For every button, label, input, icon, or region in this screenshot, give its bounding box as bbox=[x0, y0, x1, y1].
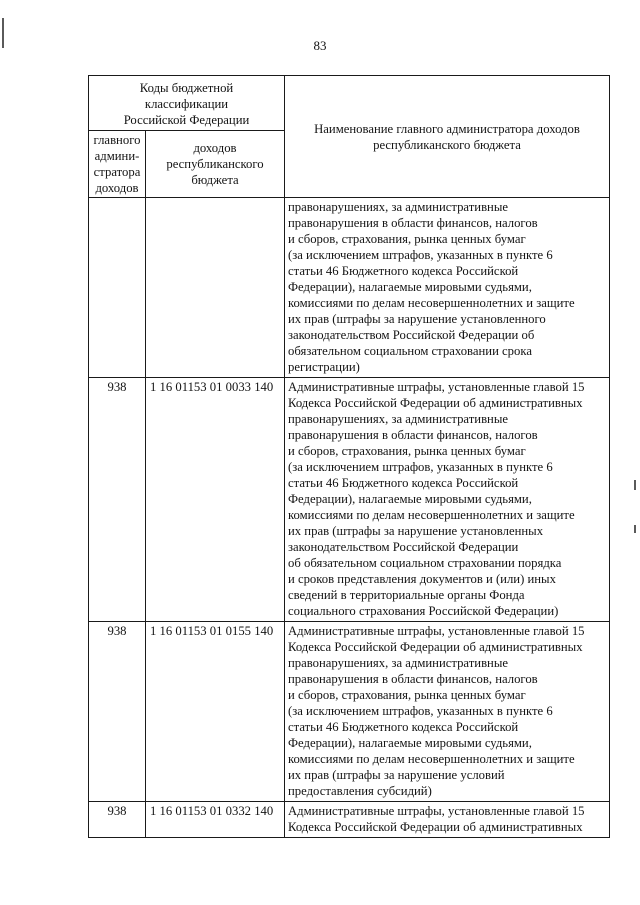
revenue-code-cell bbox=[146, 198, 285, 378]
header-line: Российской Федерации bbox=[123, 113, 250, 127]
name-line: Федерации), налагаемые мировыми судьями, bbox=[288, 280, 532, 294]
name-line: Административные штрафы, установленные главой 15 bbox=[288, 380, 585, 394]
name-line: социального страхования Российской Федерации) bbox=[288, 604, 559, 618]
name-line: обязательном социальном страховании срока bbox=[288, 344, 532, 358]
name-line: регистрации) bbox=[288, 360, 360, 374]
table-row bbox=[89, 198, 610, 378]
name-line: (за исключением штрафов, указанных в пункте 6 bbox=[288, 460, 553, 474]
header-line: главного bbox=[93, 133, 141, 147]
name-line: Административные штрафы, установленные главой 15 bbox=[288, 804, 585, 818]
name-line: Федерации), налагаемые мировыми судьями, bbox=[288, 492, 532, 506]
name-cell bbox=[285, 198, 610, 378]
name-line: законодательством Российской Федерации об bbox=[288, 328, 535, 342]
header-line: стратора bbox=[93, 165, 141, 179]
name-line: Кодекса Российской Федерации об административных bbox=[288, 396, 583, 410]
header-line: админи- bbox=[94, 149, 140, 163]
scan-edge-mark bbox=[634, 525, 636, 533]
page-number: 83 bbox=[313, 38, 327, 53]
header-line: республиканского bbox=[166, 157, 264, 171]
name-line: Кодекса Российской Федерации об административных bbox=[288, 820, 583, 834]
name-line: правонарушениях, за административные bbox=[288, 200, 509, 214]
codes-group-header bbox=[89, 76, 285, 131]
name-line: статьи 46 Бюджетного кодекса Российской bbox=[288, 720, 519, 734]
name-cell bbox=[285, 622, 610, 802]
name-line: их прав (штрафы за нарушение установленного bbox=[288, 312, 546, 326]
budget-classification-table bbox=[88, 75, 610, 838]
name-line: законодательством Российской Федерации bbox=[288, 540, 519, 554]
name-line: и сроков представления документов и (или) иных bbox=[288, 572, 556, 586]
name-line: их прав (штрафы за нарушение условий bbox=[288, 768, 505, 782]
name-line: комиссиями по делам несовершеннолетних и защите bbox=[288, 508, 575, 522]
table-row bbox=[89, 622, 610, 802]
name-line: правонарушения в области финансов, налогов bbox=[288, 672, 538, 686]
header-line: республиканского бюджета bbox=[373, 137, 521, 152]
admin-code-cell bbox=[89, 198, 146, 378]
revenue-code-cell: 1 16 01153 01 0033 140 bbox=[146, 378, 285, 622]
name-line: сведений в территориальные органы Фонда bbox=[288, 588, 525, 602]
admin-code-cell: 938 bbox=[89, 378, 146, 622]
name-line: правонарушениях, за административные bbox=[288, 412, 509, 426]
name-line: их прав (штрафы за нарушение установленных bbox=[288, 524, 544, 538]
header-row-top bbox=[89, 76, 610, 131]
name-line: комиссиями по делам несовершеннолетних и защите bbox=[288, 296, 575, 310]
header-line: Коды бюджетной bbox=[139, 81, 234, 95]
name-line: правонарушения в области финансов, налогов bbox=[288, 216, 538, 230]
name-line: (за исключением штрафов, указанных в пункте 6 bbox=[288, 704, 553, 718]
name-line: комиссиями по делам несовершеннолетних и защите bbox=[288, 752, 575, 766]
name-line: Административные штрафы, установленные главой 15 bbox=[288, 624, 585, 638]
name-line: предоставления субсидий) bbox=[288, 784, 432, 798]
header-line: доходов bbox=[95, 181, 139, 195]
revenue-code-cell: 1 16 01153 01 0332 140 bbox=[146, 802, 285, 838]
name-line: Федерации), налагаемые мировыми судьями, bbox=[288, 736, 532, 750]
name-line: и сборов, страхования, рынка ценных бумаг bbox=[288, 232, 526, 246]
table-row bbox=[89, 378, 610, 622]
name-line: статьи 46 Бюджетного кодекса Российской bbox=[288, 264, 519, 278]
header-line: Наименование главного администратора доходов bbox=[314, 121, 580, 136]
name-line: и сборов, страхования, рынка ценных бумаг bbox=[288, 444, 526, 458]
name-line: (за исключением штрафов, указанных в пункте 6 bbox=[288, 248, 553, 262]
name-line: об обязательном социальном страховании порядка bbox=[288, 556, 562, 570]
scan-edge-mark bbox=[634, 480, 636, 490]
header-line: доходов bbox=[193, 141, 237, 155]
admin-column-header bbox=[89, 131, 146, 198]
name-column-header bbox=[285, 76, 610, 198]
header-line: классификации bbox=[144, 97, 229, 111]
name-cell bbox=[285, 802, 610, 838]
name-line: Кодекса Российской Федерации об административных bbox=[288, 640, 583, 654]
name-line: статьи 46 Бюджетного кодекса Российской bbox=[288, 476, 519, 490]
name-line: правонарушения в области финансов, налогов bbox=[288, 428, 538, 442]
revenue-column-header bbox=[146, 131, 285, 198]
name-line: правонарушениях, за административные bbox=[288, 656, 509, 670]
header-line: бюджета bbox=[191, 173, 239, 187]
admin-code-cell: 938 bbox=[89, 622, 146, 802]
revenue-code-cell: 1 16 01153 01 0155 140 bbox=[146, 622, 285, 802]
admin-code-cell: 938 bbox=[89, 802, 146, 838]
table-row bbox=[89, 802, 610, 838]
name-cell bbox=[285, 378, 610, 622]
name-line: и сборов, страхования, рынка ценных бумаг bbox=[288, 688, 526, 702]
